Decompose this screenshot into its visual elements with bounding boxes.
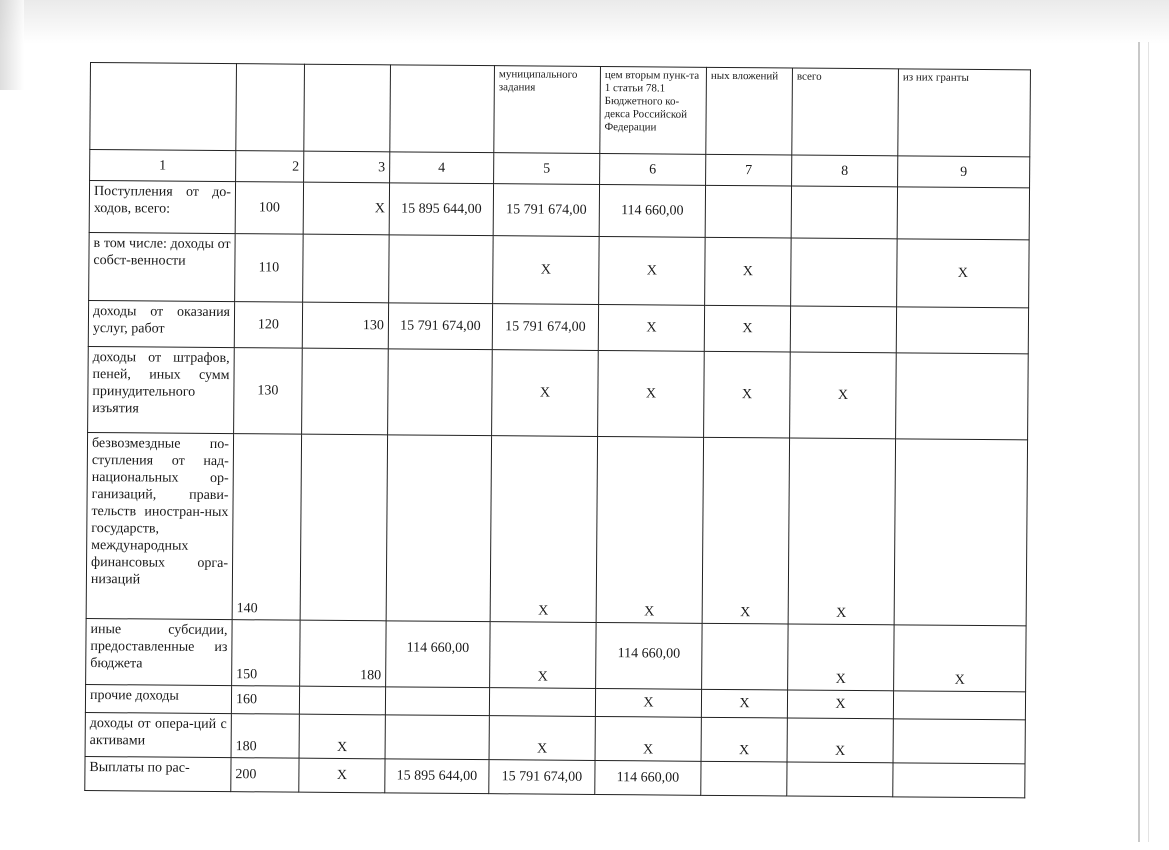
cell-col6: 114 660,00: [595, 760, 701, 795]
cell-col8: X: [787, 718, 893, 763]
cell-col8: [787, 762, 893, 797]
cell-col8: X: [787, 690, 893, 719]
cell-col7: [701, 761, 787, 796]
table-row: [85, 756, 1025, 797]
row-code: 140: [232, 434, 301, 621]
row-name: доходы от оказания услуг, работ: [88, 300, 234, 347]
cell-col7: [702, 623, 789, 690]
header-row: [90, 63, 1031, 157]
cell-col8: X: [790, 352, 897, 439]
cell-col9: [893, 719, 1025, 764]
cell-col6: 114 660,00: [596, 622, 703, 689]
cell-col5: [489, 688, 595, 717]
row-code: 180: [231, 714, 299, 759]
cell-col7: X: [702, 437, 789, 624]
cell-col9: [896, 353, 1029, 440]
column-number: 9: [898, 156, 1030, 188]
cell-col6: X: [596, 436, 703, 623]
cell-col7: X: [705, 237, 792, 306]
cell-col4: [389, 235, 494, 304]
cell-col9: X: [897, 239, 1030, 308]
column-number: 5: [494, 153, 600, 185]
table-row: [85, 712, 1025, 763]
cell-col3: [302, 348, 389, 435]
financial-plan-table: [84, 62, 1031, 798]
cell-col5: 15 791 674,00: [492, 304, 598, 351]
cell-col7: [705, 185, 791, 238]
cell-col5: X: [490, 622, 597, 689]
header-cell-6: цем вторым пунк-та 1 статьи 78.1 Бюджетного ко-декса Российской Федерации: [600, 67, 707, 155]
table-row: [89, 181, 1029, 240]
cell-col8: [791, 238, 898, 307]
row-name: доходы от опера-ций с активами: [85, 712, 231, 757]
cell-col6: X: [595, 688, 701, 717]
header-cell-3: [304, 64, 391, 152]
cell-col7: X: [704, 351, 791, 438]
cell-col6: X: [598, 305, 704, 352]
cell-col5: X: [489, 716, 595, 761]
row-name: безвозмездные по-ступления от над-национальных ор-ганизаций, прави-тельств иностран-ных государств, международных финансовых орга-низаций: [86, 432, 233, 619]
cell-col8: [790, 306, 896, 353]
cell-col9: [894, 439, 1027, 626]
cell-col4: 114 660,00: [386, 621, 491, 688]
cell-col4: [388, 349, 493, 436]
scan-shadow-left: [0, 0, 24, 90]
cell-col7: X: [704, 305, 790, 352]
cell-col9: [893, 691, 1025, 720]
page-edge: [1138, 42, 1149, 842]
header-cell-2: [236, 64, 305, 152]
cell-col8: [791, 186, 897, 239]
row-code: 100: [235, 182, 303, 235]
cell-col7: X: [701, 717, 787, 762]
cell-col6: 114 660,00: [599, 185, 705, 238]
cell-col4: [385, 687, 489, 716]
cell-col3: X: [303, 182, 389, 235]
cell-col9: X: [894, 625, 1027, 692]
cell-col3: 180: [300, 620, 387, 687]
row-name: прочие доходы: [85, 684, 231, 713]
cell-col5: X: [492, 350, 599, 437]
row-code: 110: [235, 234, 304, 303]
row-code: 130: [234, 348, 303, 435]
row-name: иные субсидии, предоставленные из бюджета: [86, 618, 233, 685]
cell-col9: [897, 187, 1029, 240]
header-cell-7: ных вложений: [706, 67, 793, 155]
scan-shadow-top: [0, 0, 1169, 44]
column-number: 3: [304, 151, 390, 183]
cell-col5: X: [493, 236, 600, 305]
column-number: 7: [706, 154, 792, 186]
cell-col9: [893, 763, 1025, 798]
cell-col3: X: [299, 714, 385, 759]
column-number: 4: [390, 152, 494, 184]
row-code: 150: [232, 620, 301, 687]
header-cell-1: [90, 63, 237, 151]
column-number: 8: [792, 155, 898, 187]
column-number: 1: [90, 150, 236, 182]
cell-col4: [385, 715, 489, 760]
table-row: [86, 618, 1026, 691]
column-number: 2: [236, 151, 304, 183]
cell-col3: [303, 234, 390, 303]
cell-col9: [896, 307, 1028, 354]
row-name: доходы от штрафов, пеней, иных сумм принудительного изъятия: [88, 346, 235, 433]
row-code: 160: [231, 686, 299, 715]
cell-col7: X: [701, 689, 787, 718]
cell-col5: 15 791 674,00: [489, 760, 595, 795]
row-name: Выплаты по рас-: [85, 756, 231, 791]
table-row: [86, 432, 1027, 625]
cell-col4: [386, 435, 491, 622]
row-code: 200: [231, 758, 299, 793]
cell-col8: X: [788, 438, 895, 625]
row-code: 120: [234, 302, 302, 349]
cell-col3: 130: [302, 302, 388, 349]
cell-col3: [299, 686, 385, 715]
cell-col3: X: [299, 758, 385, 793]
cell-col8: X: [788, 624, 895, 691]
table-row: [88, 346, 1029, 439]
cell-col3: [300, 434, 387, 621]
table-row: [89, 232, 1030, 307]
row-name: в том числе: доходы от собст-венности: [89, 232, 236, 301]
cell-col5: X: [490, 436, 597, 623]
header-cell-4: [390, 65, 495, 153]
cell-col4: 15 895 644,00: [385, 759, 489, 794]
cell-col6: X: [598, 351, 705, 438]
cell-col5: 15 791 674,00: [493, 184, 599, 237]
header-cell-5: муниципального задания: [494, 66, 601, 154]
cell-col6: X: [595, 716, 701, 761]
header-cell-8: всего: [792, 68, 899, 156]
cell-col4: 15 895 644,00: [389, 183, 493, 236]
column-number: 6: [600, 154, 706, 186]
table-row: [88, 300, 1028, 353]
cell-col4: 15 791 674,00: [388, 303, 492, 350]
row-name: Поступления от до-ходов, всего:: [89, 181, 235, 234]
header-cell-9: из них гранты: [898, 69, 1031, 157]
cell-col6: X: [599, 237, 706, 306]
